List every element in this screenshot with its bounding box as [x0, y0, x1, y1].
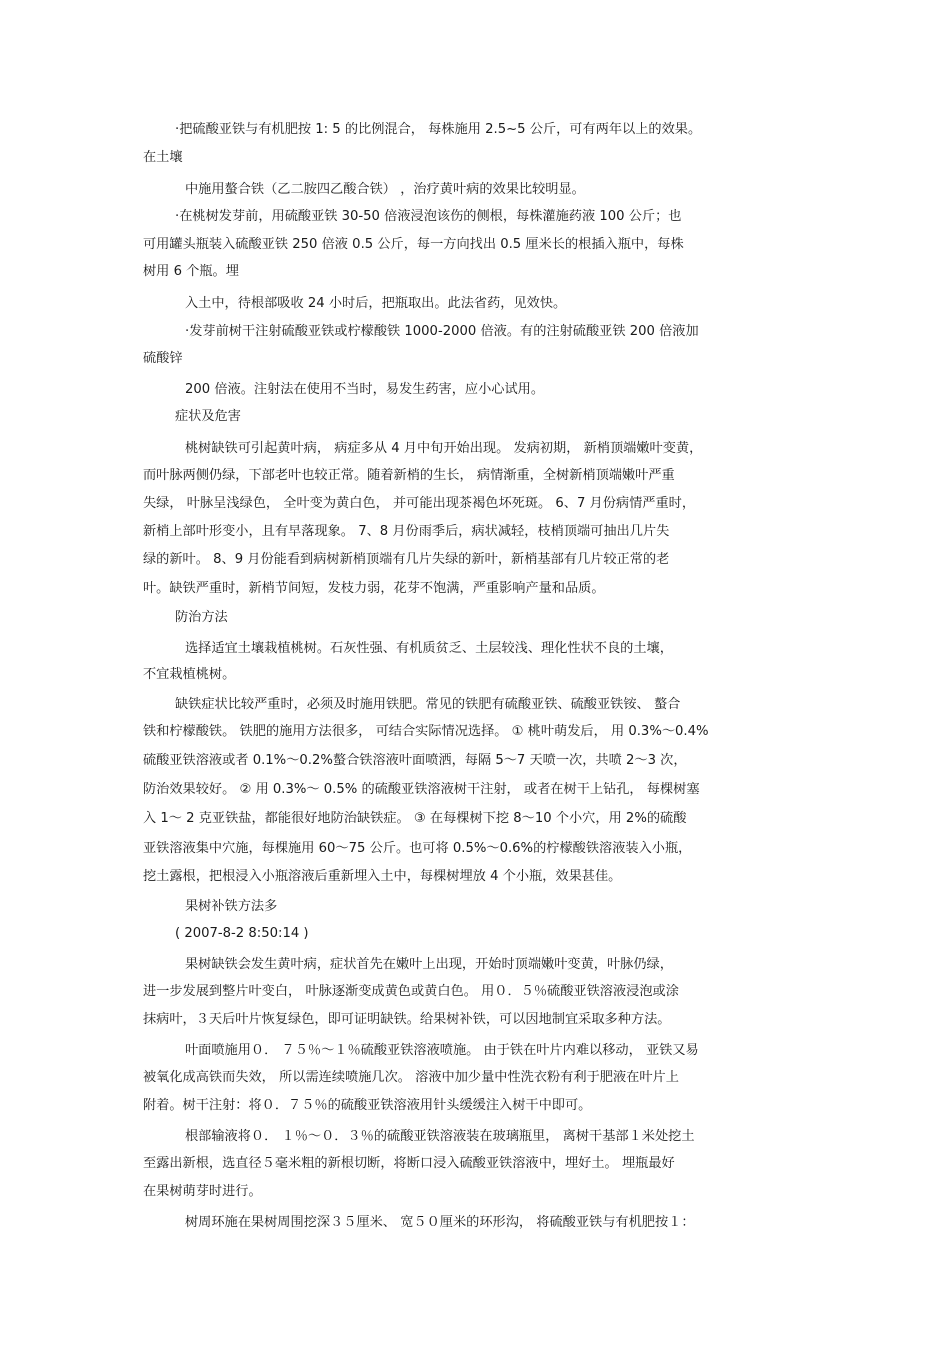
- text-line: 可用罐头瓶装入硫酸亚铁 250 倍液 0.5 公斤，每一方向找出 0.5 厘米长的根插入瓶中，每株: [143, 237, 684, 252]
- text-line: 缺铁症状比较严重时，必须及时施用铁肥。常见的铁肥有硫酸亚铁、硫酸亚铁铵、 螯合: [175, 697, 681, 712]
- text-line: 不宜栽植桃树。: [143, 667, 236, 682]
- text-line: 硫酸锌: [143, 351, 183, 366]
- text-line: 抹病叶，３天后叶片恢复绿色，即可证明缺铁。给果树补铁，可以因地制宜采取多种方法。: [143, 1012, 671, 1027]
- text-line: 中施用螯合铁（乙二胺四乙酸合铁） ，治疗黄叶病的效果比较明显。: [185, 182, 585, 197]
- text-line: 硫酸亚铁溶液或者 0.1%～0.2%螯合铁溶液叶面喷洒，每隔 5～7 天喷一次，共喷 2～3 次，: [143, 753, 687, 768]
- article-title: 果树补铁方法多: [185, 899, 278, 914]
- text-line: 200 倍液。注射法在使用不当时，易发生药害，应小心试用。: [185, 382, 545, 397]
- section-heading: 防治方法: [175, 610, 228, 625]
- text-line: 树用 6 个瓶。埋: [143, 264, 239, 279]
- article-timestamp: ( 2007-8-2 8:50:14 ): [175, 926, 309, 941]
- text-line: 至露出新根，选直径５毫米粗的新根切断，将断口浸入硫酸亚铁溶液中，埋好土。 埋瓶最好: [143, 1156, 675, 1171]
- text-line: 果树缺铁会发生黄叶病，症状首先在嫩叶上出现，开始时顶端嫩叶变黄，叶脉仍绿，: [185, 957, 673, 972]
- text-line: 亚铁溶液集中穴施，每棵施用 60～75 公斤。也可将 0.5%～0.6%的柠檬酸铁溶液装入小瓶，: [143, 841, 692, 856]
- text-line: 新梢上部叶形变小，且有早落现象。 7、8 月份雨季后，病状减轻，枝梢顶端可抽出几片失: [143, 524, 670, 539]
- text-line: 进一步发展到整片叶变白， 叶脉逐渐变成黄色或黄白色。 用０．５％硫酸亚铁溶液浸泡或涂: [143, 984, 679, 999]
- text-line: 入 1～ 2 克亚铁盐，都能很好地防治缺铁症。 ③ 在每棵树下挖 8～10 个小穴，用 2%的硫酸: [143, 811, 687, 826]
- text-line: 叶面喷施用０． ７５％～１％硫酸亚铁溶液喷施。 由于铁在叶片内难以移动， 亚铁又易: [185, 1043, 699, 1058]
- text-line: 在果树萌芽时进行。: [143, 1184, 262, 1199]
- text-line: ·发芽前树干注射硫酸亚铁或柠檬酸铁 1000-2000 倍液。有的注射硫酸亚铁 200 倍液加: [185, 324, 699, 339]
- text-line: ·在桃树发芽前，用硫酸亚铁 30-50 倍液浸泡该伤的侧根，每株灌施药液 100 公斤；也: [175, 209, 682, 224]
- text-line: 附着。树干注射：将０．７５％的硫酸亚铁溶液用针头缓缓注入树干中即可。: [143, 1098, 592, 1113]
- text-line: 树周环施在果树周围挖深３５厘米、 宽５０厘米的环形沟， 将硫酸亚铁与有机肥按１：: [185, 1215, 695, 1230]
- text-line: 选择适宜土壤栽植桃树。石灰性强、有机质贫乏、土层较浅、理化性状不良的土壤，: [185, 641, 673, 656]
- text-line: 桃树缺铁可引起黄叶病， 病症多从 4 月中旬开始出现。 发病初期， 新梢顶端嫩叶变黄，: [185, 441, 703, 456]
- text-line: 失绿， 叶脉呈浅绿色， 全叶变为黄白色， 并可能出现茶褐色坏死斑。 6、7 月份病情严重时，: [143, 496, 696, 511]
- text-line: 防治效果较好。 ② 用 0.3%～ 0.5% 的硫酸亚铁溶液树干注射， 或者在树干上钻孔， 每棵树塞: [143, 782, 700, 797]
- text-line: 绿的新叶。 8、9 月份能看到病树新梢顶端有几片失绿的新叶，新梢基部有几片较正常的老: [143, 552, 670, 567]
- text-line: 被氧化成高铁而失效， 所以需连续喷施几次。 溶液中加少量中性洗衣粉有利于肥液在叶片上: [143, 1070, 679, 1085]
- text-line: 根部输液将０． １％～０．３％的硫酸亚铁溶液装在玻璃瓶里， 离树干基部１米处挖土: [185, 1129, 695, 1144]
- text-line: 铁和柠檬酸铁。 铁肥的施用方法很多， 可结合实际情况选择。 ① 桃叶萌发后， 用 0.3%～0.4%: [143, 724, 709, 739]
- text-line: 在土壤: [143, 150, 183, 165]
- text-line: 叶。缺铁严重时，新梢节间短，发枝力弱，花芽不饱满，严重影响产量和品质。: [143, 581, 605, 596]
- section-heading: 症状及危害: [175, 409, 241, 424]
- text-line: 而叶脉两侧仍绿，下部老叶也较正常。随着新梢的生长， 病情渐重，全树新梢顶端嫩叶严重: [143, 468, 675, 483]
- text-line: ·把硫酸亚铁与有机肥按 1: 5 的比例混合， 每株施用 2.5~5 公斤，可有两年以上的效果。: [175, 122, 702, 137]
- text-line: 挖土露根，把根浸入小瓶溶液后重新埋入土中，每棵树埋放 4 个小瓶，效果甚佳。: [143, 869, 622, 884]
- text-line: 入土中，待根部吸收 24 小时后，把瓶取出。此法省药，见效快。: [185, 296, 567, 311]
